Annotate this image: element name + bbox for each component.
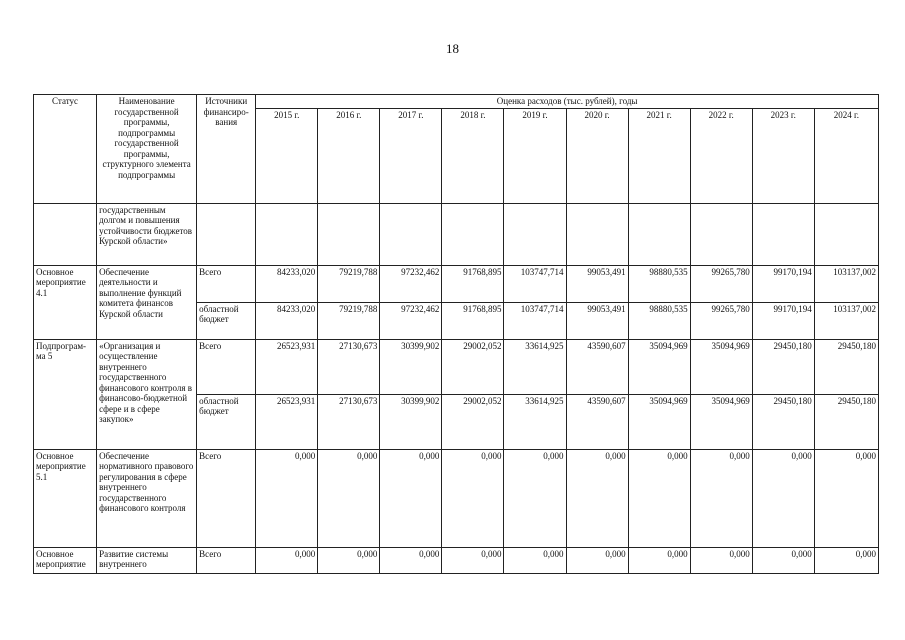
value-cell: 27130,673 [318,394,380,449]
value-cell: 99265,780 [690,302,752,339]
value-cell: 99170,194 [752,265,814,302]
value-cell [628,203,690,265]
source-cell: Всего [197,547,256,573]
name-cell: «Организация и осуществление внутреннего государственного финансового контроля в финансово-бюджетной сфере и в сфере закупок» [97,339,197,449]
header-year: 2021 г. [628,108,690,203]
value-cell: 98880,535 [628,302,690,339]
header-source: Источники финансиро-вания [197,95,256,204]
value-cell [690,203,752,265]
value-cell: 79219,788 [318,265,380,302]
value-cell: 91768,895 [442,265,504,302]
status-cell: Основное мероприятие 5.1 [34,449,97,547]
value-cell: 35094,969 [690,394,752,449]
value-cell: 0,000 [566,449,628,547]
header-year: 2023 г. [752,108,814,203]
value-cell [504,203,566,265]
value-cell: 0,000 [814,547,878,573]
value-cell: 0,000 [504,547,566,573]
value-cell: 103747,714 [504,302,566,339]
value-cell: 103747,714 [504,265,566,302]
value-cell: 29002,052 [442,339,504,394]
value-cell: 79219,788 [318,302,380,339]
value-cell: 0,000 [690,449,752,547]
header-year: 2020 г. [566,108,628,203]
header-year: 2022 г. [690,108,752,203]
value-cell: 33614,925 [504,339,566,394]
status-cell: Основное мероприятие 4.1 [34,265,97,339]
value-cell: 0,000 [318,449,380,547]
value-cell: 99053,491 [566,265,628,302]
value-cell: 0,000 [318,547,380,573]
value-cell: 0,000 [690,547,752,573]
value-cell: 99170,194 [752,302,814,339]
status-cell [34,203,97,265]
value-cell: 30399,902 [380,339,442,394]
value-cell: 0,000 [504,449,566,547]
value-cell: 26523,931 [256,339,318,394]
table-body [34,203,879,573]
header-year: 2019 г. [504,108,566,203]
table-row [34,203,879,265]
value-cell [752,203,814,265]
table-row [34,449,879,547]
value-cell: 0,000 [566,547,628,573]
source-cell: Всего [197,449,256,547]
value-cell: 26523,931 [256,394,318,449]
table-row [34,265,879,302]
header-expenses-group: Оценка расходов (тыс. рублей), годы [256,95,879,109]
header-year: 2017 г. [380,108,442,203]
name-cell: Обеспечение деятельности и выполнение функций комитета финансов Курской области [97,265,197,339]
value-cell: 27130,673 [318,339,380,394]
header-status: Статус [34,95,97,204]
value-cell: 30399,902 [380,394,442,449]
value-cell: 84233,020 [256,265,318,302]
header-year: 2015 г. [256,108,318,203]
value-cell: 35094,969 [628,394,690,449]
header-year: 2018 г. [442,108,504,203]
name-cell: Обеспечение нормативного правового регулирования в сфере внутреннего государственного финансового контроля [97,449,197,547]
value-cell: 35094,969 [628,339,690,394]
value-cell: 0,000 [814,449,878,547]
value-cell: 0,000 [752,449,814,547]
value-cell: 43590,607 [566,339,628,394]
value-cell: 98880,535 [628,265,690,302]
value-cell: 103137,002 [814,302,878,339]
value-cell: 0,000 [380,449,442,547]
value-cell: 29450,180 [814,394,878,449]
source-cell [197,203,256,265]
value-cell: 97232,462 [380,302,442,339]
header-year: 2016 г. [318,108,380,203]
value-cell: 35094,969 [690,339,752,394]
value-cell: 91768,895 [442,302,504,339]
value-cell: 0,000 [256,449,318,547]
table-row [34,339,879,394]
value-cell: 0,000 [628,449,690,547]
value-cell: 103137,002 [814,265,878,302]
value-cell [256,203,318,265]
header-year: 2024 г. [814,108,878,203]
value-cell: 0,000 [752,547,814,573]
status-cell: Подпрограм-ма 5 [34,339,97,449]
source-cell: Всего [197,265,256,302]
table-row [34,547,879,573]
status-cell: Основное мероприятие [34,547,97,573]
page-number: 18 [446,41,459,56]
source-cell: Всего [197,339,256,394]
value-cell: 84233,020 [256,302,318,339]
value-cell: 0,000 [380,547,442,573]
name-cell: государственным долгом и повышения устойчивости бюджетов Курской области» [97,203,197,265]
value-cell: 29450,180 [752,339,814,394]
value-cell: 33614,925 [504,394,566,449]
budget-table [33,94,879,574]
value-cell [566,203,628,265]
value-cell: 0,000 [628,547,690,573]
source-cell: областной бюджет [197,302,256,339]
value-cell: 29450,180 [752,394,814,449]
value-cell [318,203,380,265]
value-cell: 0,000 [256,547,318,573]
value-cell: 97232,462 [380,265,442,302]
value-cell [814,203,878,265]
source-cell: областной бюджет [197,394,256,449]
value-cell: 99053,491 [566,302,628,339]
value-cell: 0,000 [442,449,504,547]
value-cell: 29450,180 [814,339,878,394]
value-cell: 29002,052 [442,394,504,449]
value-cell: 99265,780 [690,265,752,302]
name-cell: Развитие системы внутреннего [97,547,197,573]
value-cell: 0,000 [442,547,504,573]
header-name: Наименование государственной программы, подпрограммы государственной программы, структурного элемента подпрограммы [97,95,197,204]
value-cell [380,203,442,265]
value-cell [442,203,504,265]
value-cell: 43590,607 [566,394,628,449]
table-header [34,95,879,204]
